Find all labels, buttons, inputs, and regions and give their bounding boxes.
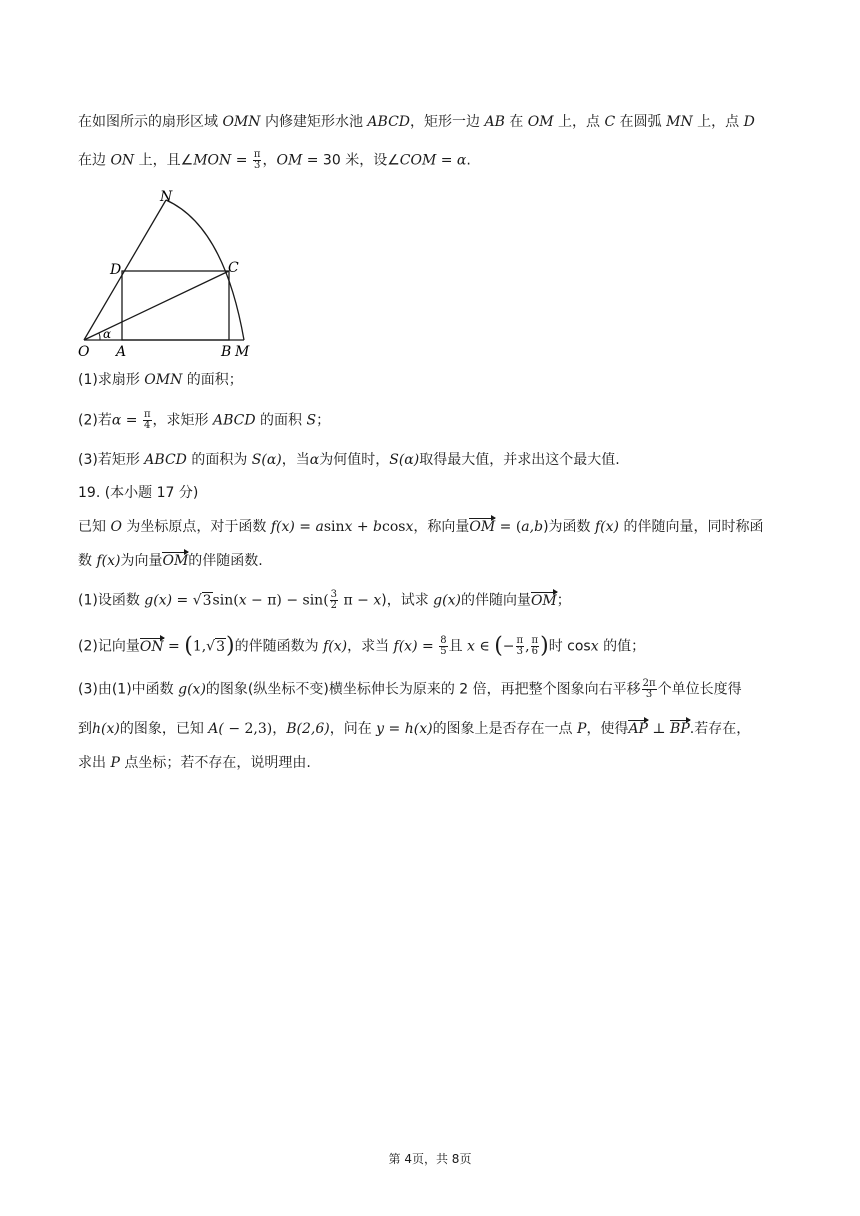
label-O: O (78, 344, 90, 360)
numerator: π (253, 149, 261, 160)
math: S(α) (251, 452, 282, 468)
vector-AP: AP (628, 721, 648, 737)
text: 个单位长度得 (657, 681, 742, 698)
fraction-pi-over-3 (516, 636, 525, 657)
q19-part-2 (78, 633, 646, 659)
math: D (743, 114, 755, 130)
radicand: 3 (216, 638, 226, 655)
math: = (231, 152, 252, 169)
radicand: 3 (202, 592, 212, 609)
fraction-3-over-2 (330, 590, 338, 611)
fraction-2pi-over-3 (642, 679, 657, 700)
fraction-8-over-5 (439, 636, 447, 657)
math: ABCD (212, 412, 256, 429)
rectangle-ABCD (122, 271, 229, 340)
text: ，使得 (586, 721, 629, 737)
numerator: π (143, 409, 151, 420)
question-header: 19. (本小题 17 分) (78, 485, 199, 501)
numerator: π (531, 635, 539, 646)
numerator: 2π (642, 678, 656, 689)
fraction-pi-over-4 (143, 410, 152, 431)
label-B: B (221, 344, 232, 360)
denominator: 3 (516, 646, 523, 657)
text: .若存在， (689, 721, 751, 737)
math: x (373, 592, 382, 609)
text: 在边 (78, 152, 111, 169)
text: ，当 (281, 452, 310, 468)
math: OM (276, 152, 303, 169)
text: ，问在 (329, 721, 377, 737)
text: . (466, 152, 471, 169)
q18-part-3 (78, 450, 620, 470)
math: x (467, 638, 475, 655)
math: α (309, 452, 320, 468)
angle-arc (99, 333, 100, 340)
q18-part-1 (78, 370, 243, 390)
text: (3)若矩形 (78, 452, 145, 468)
numerator: 8 (440, 635, 447, 646)
label-alpha: α (103, 327, 112, 341)
math: ⊥ (647, 721, 671, 737)
math: = (172, 592, 193, 609)
text: 为坐标原点，对于函数 (121, 519, 271, 535)
text: 在圆弧 (615, 114, 667, 130)
text: 点坐标；若不存在，说明理由. (119, 755, 311, 771)
text: 数 (78, 553, 97, 569)
math: x (590, 638, 599, 655)
math: f(x) (96, 553, 121, 569)
math: = (436, 152, 457, 169)
text: )，试求 (381, 592, 434, 609)
text: 的图象，已知 (119, 721, 209, 737)
math: 1, (192, 638, 207, 655)
math: f(x) (323, 638, 348, 655)
edge-ON (84, 200, 166, 340)
denominator: 3 (254, 160, 261, 171)
text: 的值； (598, 638, 646, 655)
page-footer: 第 4页，共 8页 (388, 1152, 472, 1166)
text: (3)由(1)中函数 (78, 681, 179, 698)
text: 为何值时， (319, 452, 390, 468)
text: 到 (78, 721, 92, 737)
text: ， (272, 721, 287, 737)
text: 的伴随函数为 (234, 638, 324, 655)
left-paren: ( (184, 633, 193, 659)
math: y = h(x) (376, 721, 433, 737)
math: = (163, 638, 185, 655)
math: B(2,6) (286, 721, 330, 737)
fraction-pi-over-3 (253, 150, 262, 171)
math: α (111, 412, 122, 429)
text: 的面积； (182, 372, 243, 388)
text: ； (316, 412, 331, 429)
math: P (110, 755, 120, 771)
denominator: 5 (440, 646, 447, 657)
text: 时 cos (548, 638, 591, 655)
q19-part-3-line-3 (78, 753, 311, 773)
math: sin (323, 519, 345, 535)
denominator: 3 (645, 689, 653, 700)
math: , (525, 638, 530, 655)
vector-OM: OM (469, 519, 496, 535)
fraction-pi-over-6 (531, 636, 540, 657)
math: cos (382, 519, 406, 535)
text: (2)若 (78, 412, 112, 429)
numerator: 3 (330, 589, 338, 600)
text: (2)记向量 (78, 638, 140, 655)
math: g(x) (433, 592, 461, 609)
q19-part-3-line-1 (78, 679, 742, 700)
text: 在如图所示的扇形区域 (78, 114, 223, 130)
q19-line-2 (78, 551, 263, 571)
text: = 30 米，设∠ (302, 152, 400, 169)
text: 上，且∠ (134, 152, 194, 169)
math: ON (110, 152, 135, 169)
math: π − (339, 592, 374, 609)
denominator: 4 (144, 420, 151, 431)
math: sin( (212, 592, 239, 609)
math: − (502, 638, 515, 655)
math: h(x) (92, 721, 120, 737)
q19-header (78, 483, 198, 503)
q19-line-1 (78, 517, 763, 537)
math: COM (399, 152, 437, 169)
text: ， (262, 152, 277, 169)
text: (1)设函数 (78, 592, 145, 609)
denominator: 2 (330, 600, 338, 611)
math: a,b (521, 519, 544, 535)
text: 上，点 (692, 114, 744, 130)
math: MN (666, 114, 693, 130)
math: = ( (495, 519, 522, 535)
text: 求出 (78, 755, 111, 771)
text: 的伴随向量 (460, 592, 531, 609)
text: 已知 (78, 519, 111, 535)
q19-part-3-line-2 (78, 719, 750, 739)
text: ，求矩形 (152, 412, 213, 429)
math: AB (484, 114, 505, 130)
math: − π) − sin( (246, 592, 329, 609)
vector-ON: ON (139, 638, 164, 655)
math: − 2,3) (223, 721, 273, 737)
math: MON (193, 152, 232, 169)
text: 的伴随向量，同时称函 (619, 519, 764, 535)
math: C (604, 114, 616, 130)
math: OMN (144, 372, 183, 388)
text: 取得最大值，并求出这个最大值. (419, 452, 620, 468)
text: 上，点 (553, 114, 605, 130)
q18-part-2 (78, 410, 330, 431)
vector-BP: BP (670, 721, 690, 737)
right-paren: ) (226, 633, 235, 659)
math: x + b (344, 519, 383, 535)
math: S(α) (389, 452, 420, 468)
text: 内修建矩形水池 (260, 114, 368, 130)
math: OM (527, 114, 554, 130)
label-A: A (116, 344, 127, 360)
text: ； (556, 592, 571, 609)
text: 的面积 (255, 412, 307, 429)
sqrt-3: √3 (192, 592, 212, 609)
text: ，求当 (347, 638, 394, 655)
text: 在 (504, 114, 528, 130)
math: g(x) (144, 592, 173, 609)
math: ∈ (474, 638, 495, 655)
math: g(x) (178, 681, 206, 698)
intro-line-2 (78, 150, 471, 171)
math: P (577, 721, 587, 737)
math: f(x) (594, 519, 619, 535)
text: 的图象上是否存在一点 (432, 721, 578, 737)
math: x (238, 592, 247, 609)
text: 且 (448, 638, 468, 655)
sqrt-3: √3 (206, 638, 226, 655)
math: O (110, 519, 122, 535)
math: = (121, 412, 142, 429)
math: x (405, 519, 414, 535)
math: f(x) = a (270, 519, 324, 535)
denominator: 6 (531, 646, 539, 657)
math: α (456, 152, 467, 169)
math: A( (208, 721, 224, 737)
text: (1)求扇形 (78, 372, 145, 388)
intro-line-1 (78, 112, 755, 132)
text: 的面积为 (186, 452, 252, 468)
label-C: C (228, 260, 239, 276)
text: 的图象(纵坐标不变)横坐标伸长为原来的 2 倍，再把整个图象向右平移 (205, 681, 641, 698)
vector-OM: OM (162, 553, 189, 569)
text: ，称向量 (413, 519, 470, 535)
math: = (417, 638, 439, 655)
label-N: N (160, 189, 173, 205)
q19-part-1 (78, 590, 571, 611)
right-paren: ) (540, 633, 549, 659)
sector-figure (74, 186, 259, 361)
text: 的伴随函数. (188, 553, 263, 569)
text: 为向量 (120, 553, 163, 569)
math: f(x) (393, 638, 418, 655)
left-paren: ( (494, 633, 503, 659)
text: ，矩形一边 (410, 114, 485, 130)
math: S (306, 412, 317, 429)
label-D: D (110, 262, 122, 278)
vector-OM: OM (530, 592, 557, 609)
text: )为函数 (543, 519, 595, 535)
math: ABCD (144, 452, 187, 468)
math: OMN (222, 114, 261, 130)
math: ABCD (367, 114, 411, 130)
numerator: π (516, 635, 524, 646)
label-M: M (235, 344, 250, 360)
